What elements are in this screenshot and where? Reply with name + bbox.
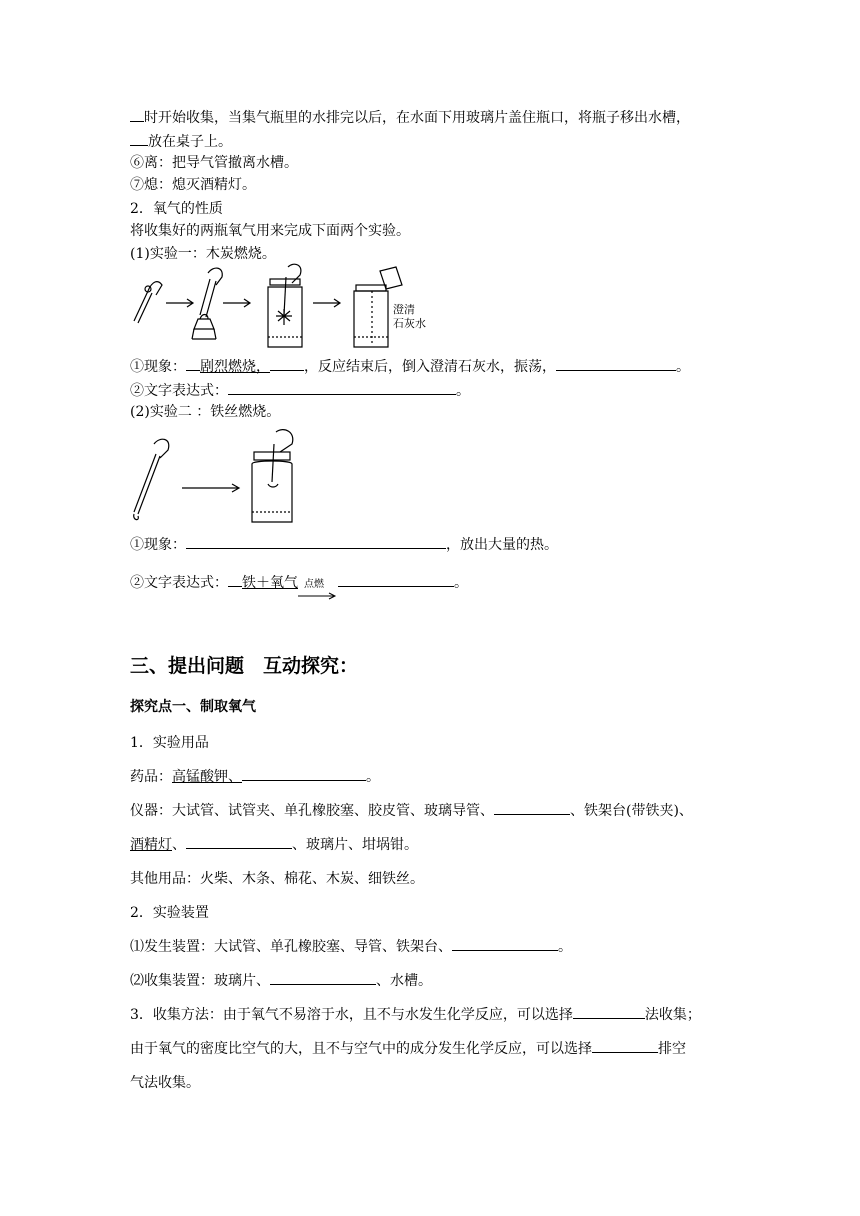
blank[interactable] bbox=[494, 800, 570, 815]
text: ①现象： bbox=[130, 537, 186, 553]
text: 由于氧气的密度比空气的大，且不与空气中的成分发生化学反应，可以选择 bbox=[130, 1041, 592, 1057]
filled-answer: 铁＋氧气 bbox=[242, 575, 298, 591]
experiment-1-phenomenon bbox=[130, 356, 690, 377]
label-limewater-2: 石灰水 bbox=[393, 317, 426, 330]
text: 、水槽。 bbox=[376, 973, 432, 989]
experiment-1-expression bbox=[130, 380, 470, 401]
method-line-1 bbox=[130, 1004, 701, 1026]
drugs-line bbox=[130, 766, 380, 788]
text: 、 bbox=[172, 837, 186, 853]
section-2-intro: 将收集好的两瓶氧气用来完成下面两个实验。 bbox=[130, 223, 410, 239]
text: ②文字表达式： bbox=[130, 383, 228, 399]
reaction-condition: 点燃 bbox=[304, 579, 324, 590]
text: 仪器：大试管、试管夹、单孔橡胶塞、胶皮管、玻璃导管、 bbox=[130, 803, 494, 819]
collect-line-1 bbox=[130, 107, 690, 128]
blank[interactable] bbox=[228, 572, 242, 587]
filled-answer: 高锰酸钾、 bbox=[172, 769, 242, 785]
text: 、玻璃片、坩埚钳。 bbox=[292, 837, 418, 853]
blank[interactable] bbox=[242, 766, 366, 781]
method-line-2 bbox=[130, 1038, 686, 1060]
text: 。 bbox=[454, 575, 468, 591]
text: 法收集； bbox=[644, 1007, 701, 1023]
blank[interactable] bbox=[186, 834, 292, 849]
arrow-icon bbox=[298, 591, 338, 601]
collector-line bbox=[130, 970, 432, 992]
experiment-2-expression bbox=[130, 572, 468, 593]
section-2-title: 2．氧气的性质 bbox=[130, 201, 223, 217]
text: 时开始收集，当集气瓶里的水排完以后，在水面下用玻璃片盖住瓶口，将瓶子移出水槽， bbox=[144, 110, 690, 126]
filled-answer: 酒精灯 bbox=[130, 837, 172, 853]
iron-wire-experiment-figure bbox=[128, 428, 318, 528]
instruments-line-2 bbox=[130, 834, 418, 856]
text: 放在桌子上。 bbox=[148, 134, 232, 150]
text: 。 bbox=[558, 939, 572, 955]
blank[interactable] bbox=[452, 936, 558, 951]
text: ，放出大量的热。 bbox=[446, 537, 558, 553]
filled-answer: 剧烈燃烧， bbox=[200, 359, 270, 375]
blank[interactable] bbox=[186, 356, 200, 371]
generator-line bbox=[130, 936, 572, 958]
text: ⑵收集装置：玻璃片、 bbox=[130, 973, 270, 989]
blank[interactable] bbox=[270, 356, 304, 371]
blank[interactable] bbox=[130, 107, 144, 122]
other-items-line: 其他用品：火柴、木条、棉花、木炭、细铁丝。 bbox=[130, 871, 424, 887]
section-3-heading: 三、提出问题 互动探究： bbox=[130, 655, 359, 677]
experiment-1-title: (1)实验一：木炭燃烧。 bbox=[130, 246, 276, 262]
blank[interactable] bbox=[592, 1038, 658, 1053]
blank[interactable] bbox=[338, 572, 454, 587]
inquiry-point-1: 探究点一、制取氧气 bbox=[130, 699, 256, 715]
blank[interactable] bbox=[270, 970, 376, 985]
item-2-title: 2．实验装置 bbox=[130, 905, 209, 921]
blank[interactable] bbox=[556, 356, 676, 371]
blank[interactable] bbox=[186, 534, 446, 549]
experiment-2-phenomenon bbox=[130, 534, 558, 555]
text: 3．收集方法：由于氧气不易溶于水，且不与水发生化学反应，可以选择 bbox=[130, 1007, 573, 1023]
text: 。 bbox=[366, 769, 380, 785]
text: ⑴发生装置：大试管、单孔橡胶塞、导管、铁架台、 bbox=[130, 939, 452, 955]
step-7: ⑦熄：熄灭酒精灯。 bbox=[130, 177, 256, 193]
blank[interactable] bbox=[573, 1004, 645, 1019]
text: ②文字表达式： bbox=[130, 575, 228, 591]
text: 排空 bbox=[658, 1041, 686, 1057]
blank[interactable] bbox=[130, 131, 148, 146]
collect-line-2 bbox=[130, 131, 232, 152]
method-line-3: 气法收集。 bbox=[130, 1075, 200, 1091]
charcoal-experiment-figure bbox=[128, 263, 428, 353]
item-1-title: 1．实验用品 bbox=[130, 735, 209, 751]
text: 药品： bbox=[130, 769, 172, 785]
text: ①现象： bbox=[130, 359, 186, 375]
text: ，反应结束后，倒入澄清石灰水，振荡， bbox=[304, 359, 556, 375]
text: 。 bbox=[456, 383, 470, 399]
text: 、铁架台(带铁夹)、 bbox=[570, 803, 693, 819]
blank[interactable] bbox=[228, 380, 456, 395]
text: 。 bbox=[676, 359, 690, 375]
experiment-2-title: (2)实验二 ：铁丝燃烧。 bbox=[130, 404, 281, 420]
label-limewater-1: 澄清 bbox=[393, 303, 415, 316]
instruments-line-1 bbox=[130, 800, 693, 822]
step-6: ⑥离：把导气管撤离水槽。 bbox=[130, 155, 298, 171]
